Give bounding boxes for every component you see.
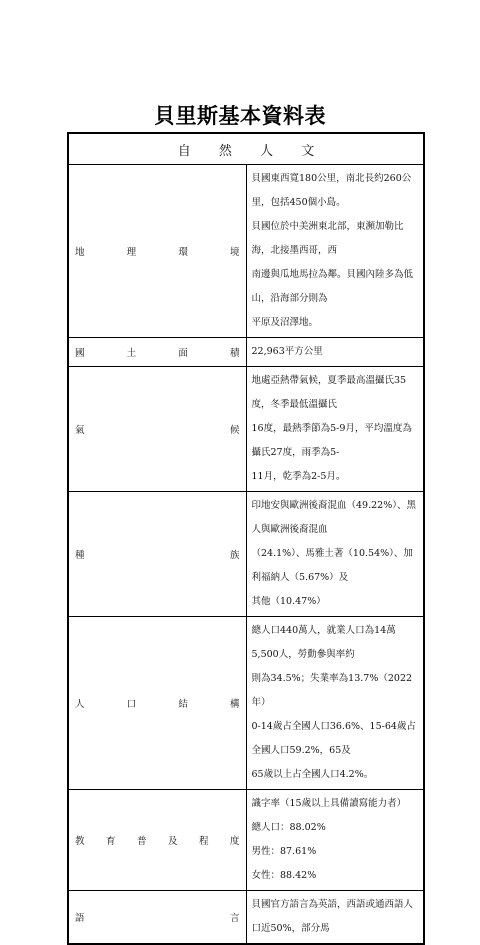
row-label-text (75, 696, 240, 710)
row-label (68, 338, 246, 367)
label-char: 候 (229, 425, 240, 436)
table-row-geography (68, 165, 424, 338)
value-line: 男性：87.61% (251, 846, 317, 857)
label-char: 度 (229, 836, 240, 847)
row-label-text (75, 833, 240, 847)
table-row-language (68, 891, 424, 945)
section-header-row (68, 133, 424, 165)
row-label-text (75, 244, 240, 258)
value-line: 南邊與瓜地馬拉為鄰。貝國內陸多為低山，沿海部分則為 (251, 269, 414, 304)
value-line: 16度，最熱季節為5-9月，平均溫度為攝氏27度，雨季為5- (251, 423, 412, 458)
row-value (246, 492, 424, 617)
label-char: 種 (75, 550, 85, 561)
value-line: 22,963平方公里 (251, 346, 323, 357)
row-label (68, 790, 246, 891)
row-value (246, 790, 424, 891)
label-char: 普 (136, 836, 147, 847)
label-char: 人 (75, 699, 85, 710)
label-char: 構 (229, 699, 240, 710)
value-line: 貝國官方語言為英語，西語或通西語人口近50%，部分馬 (251, 899, 414, 934)
value-line: 總人口440萬人，就業人口為14萬5,500人，勞動參與率約 (251, 625, 396, 660)
row-label (68, 165, 246, 338)
label-char: 積 (229, 348, 240, 359)
row-label (68, 891, 246, 945)
label-char: 境 (229, 247, 240, 258)
label-char: 國 (75, 348, 85, 359)
value-line: 平原及沼澤地。 (251, 317, 319, 328)
value-line: 識字率（15歲以上具備讀寫能力者） (251, 798, 407, 809)
table-row-land-area (68, 338, 424, 367)
table-row-ethnicity (68, 492, 424, 617)
label-char: 族 (229, 550, 240, 561)
label-char: 言 (229, 913, 240, 924)
value-line: （24.1%）、馬雅土著（10.54%）、加利福納人（5.67%）及 (251, 548, 413, 583)
row-value (246, 367, 424, 492)
document-title: 貝里斯基本資料表 (154, 104, 326, 128)
value-line: 65歲以上占全國人口4.2%。 (251, 769, 374, 780)
table-row-climate (68, 367, 424, 492)
label-char: 結 (178, 699, 188, 710)
row-value (246, 338, 424, 367)
row-label (68, 492, 246, 617)
table-row-population (68, 617, 424, 790)
label-char: 語 (75, 913, 85, 924)
value-line: 印地安與歐洲後裔混血（49.22%）、黑人與歐洲後裔混血 (251, 500, 416, 535)
value-line: 0-14歲占全國人口36.6%、15-64歲占全國人口59.2%，65及 (251, 721, 416, 756)
label-char: 程 (198, 836, 209, 847)
value-line: 11月，乾季為2-5月。 (251, 471, 346, 482)
value-line: 總人口：88.02% (251, 822, 326, 833)
value-line: 貝國位於中美洲東北部，東瀕加勒比海，北接墨西哥，西 (251, 221, 404, 256)
value-line: 女性：88.42% (251, 870, 317, 881)
value-line: 其他（10.47%） (251, 596, 326, 607)
table-row-education (68, 790, 424, 891)
label-char: 育 (105, 836, 116, 847)
info-table-body (68, 133, 424, 944)
section-header: 自 然 人 文 (68, 133, 424, 165)
row-value (246, 617, 424, 790)
value-line: 貝國東西寬180公里，南北長約260公里，包括450個小島。 (251, 173, 412, 208)
info-table (67, 132, 425, 945)
row-value (246, 891, 424, 945)
label-char: 理 (126, 247, 137, 258)
label-char: 土 (126, 348, 137, 359)
label-char: 地 (75, 247, 85, 258)
row-label-text (75, 422, 240, 436)
label-char: 氣 (75, 425, 85, 436)
row-label-text (75, 345, 240, 359)
label-char: 教 (75, 836, 85, 847)
label-char: 口 (126, 699, 137, 710)
row-label-text (75, 547, 240, 561)
row-label-text (75, 910, 240, 924)
value-line: 則為34.5%；失業率為13.7%（2022年） (251, 673, 413, 708)
label-char: 面 (178, 348, 188, 359)
value-line: 地處亞熱帶氣候，夏季最高溫攝氏35度，冬季最低溫攝氏 (251, 375, 407, 410)
label-char: 及 (167, 836, 178, 847)
label-char: 環 (178, 247, 188, 258)
row-value (246, 165, 424, 338)
row-label (68, 617, 246, 790)
row-label (68, 367, 246, 492)
